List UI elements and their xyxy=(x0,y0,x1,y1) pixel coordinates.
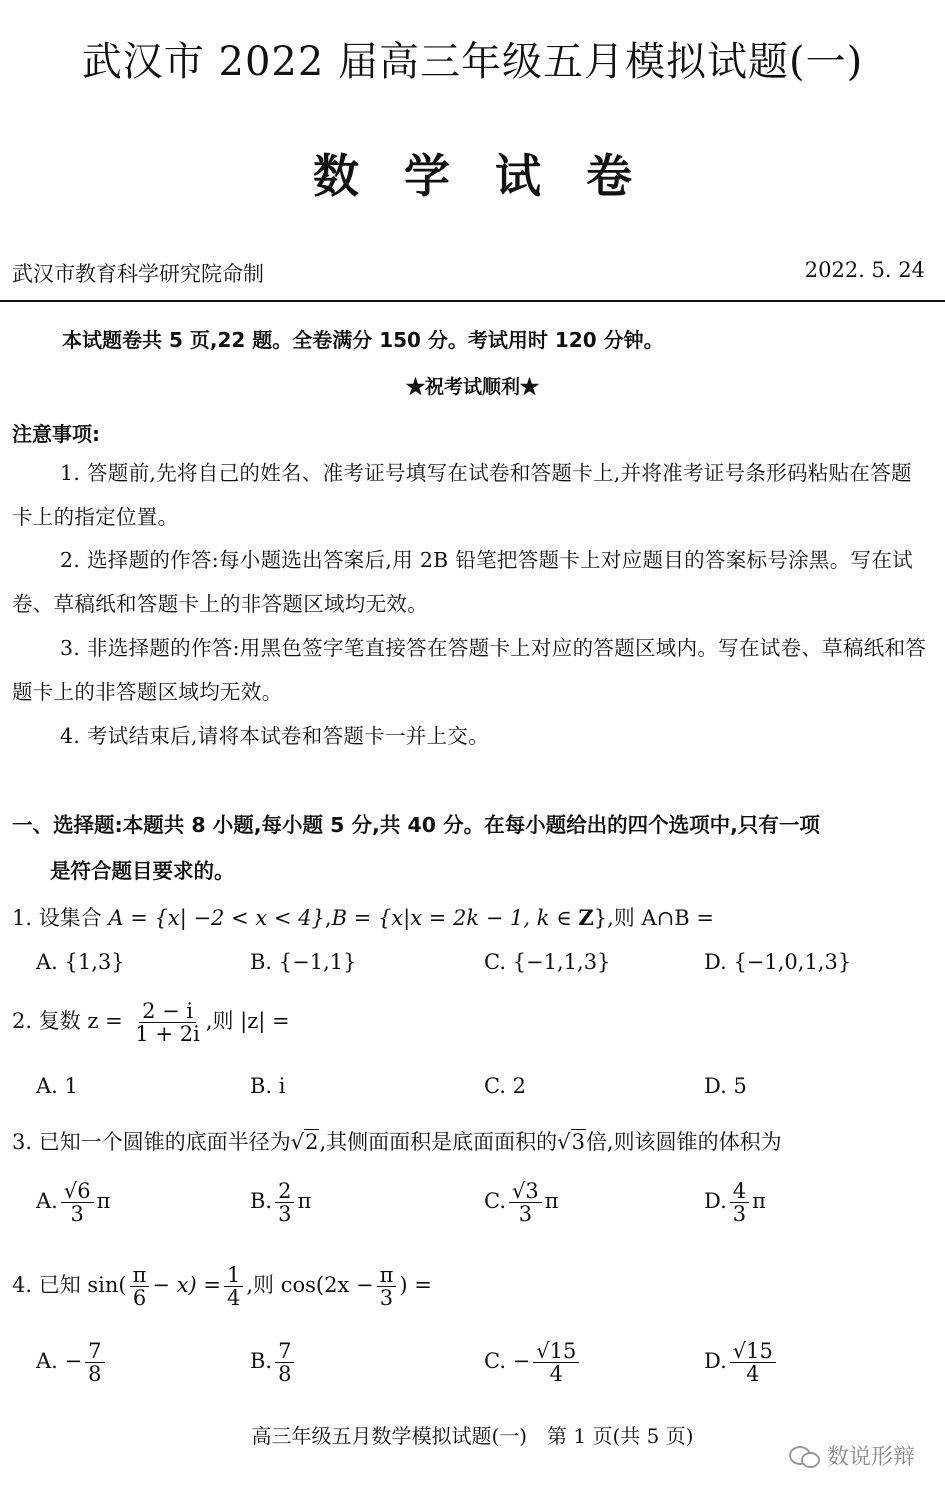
question-3-stem xyxy=(12,1126,782,1156)
question-4-stem xyxy=(12,1264,432,1309)
q4-stem-end: ) = xyxy=(399,1273,432,1298)
question-2-stem xyxy=(12,1000,290,1045)
q4-f3-numerator: π xyxy=(377,1264,397,1287)
q3-ratio-sqrt: √3 xyxy=(557,1130,585,1154)
q1-stem-end: ,则 A∩B = xyxy=(607,906,714,930)
q2-fraction xyxy=(132,1000,202,1045)
q3-option-c-label: C. xyxy=(484,1189,506,1214)
q4-option-c-fraction xyxy=(533,1340,579,1385)
q4-option-d-fraction xyxy=(730,1340,776,1385)
notice-title: 注意事项: xyxy=(12,422,100,446)
q3-ratio-value: 3 xyxy=(571,1130,585,1154)
q4-stem-mid-1: − x) = xyxy=(152,1273,221,1298)
q3-option-b-label: B. xyxy=(250,1189,273,1214)
q4-option-a xyxy=(36,1340,108,1385)
q4-option-d-label: D. xyxy=(704,1349,727,1374)
q1-option-a: A. {1,3} xyxy=(36,950,125,974)
q4-option-d-denominator: 4 xyxy=(746,1362,760,1387)
exam-date: 2022. 5. 24 xyxy=(804,258,925,282)
section-heading-line-2: 是符合题目要求的。 xyxy=(50,859,235,883)
q3-option-a xyxy=(36,1180,110,1225)
exam-info: 本试题卷共 5 页,22 题。全卷满分 150 分。考试用时 120 分钟。 xyxy=(62,328,664,352)
q4-option-c-denominator: 4 xyxy=(549,1362,564,1387)
page-footer: 高三年级五月数学模拟试题(一) 第 1 页(共 5 页) xyxy=(251,1424,694,1448)
watermark xyxy=(789,1440,915,1471)
q1-integers-symbol: Z xyxy=(578,905,594,930)
q3-option-c-denominator: 3 xyxy=(518,1202,533,1227)
q4-fraction-pi-6 xyxy=(130,1264,150,1309)
q1-option-b: B. {−1,1} xyxy=(250,950,357,974)
q4-option-d-numerator: √15 xyxy=(730,1340,776,1363)
section-heading xyxy=(12,802,932,894)
q4-option-b-numerator: 7 xyxy=(275,1340,294,1363)
q4-option-d xyxy=(704,1340,779,1385)
q3-option-c xyxy=(484,1180,559,1225)
q4-option-c-numerator: √15 xyxy=(533,1340,579,1363)
q3-option-a-label: A. xyxy=(36,1189,58,1214)
notice-item-2: 2. 选择题的作答:每小题选出答案后,用 2B 铅笔把答题卡上对应题目的答案标号涂黑。写在试卷、草稿纸和答题卡上的非答题区域均无效。 xyxy=(12,548,913,616)
q4-option-c xyxy=(484,1340,582,1385)
q3-stem-start: 3. 已知一个圆锥的底面半径为 xyxy=(12,1130,291,1154)
q3-option-d-fraction xyxy=(730,1180,749,1225)
q4-option-a-numerator: 7 xyxy=(85,1340,104,1363)
q1-set-a: A = {x| −2 < x < 4} xyxy=(108,906,325,930)
q3-option-c-fraction xyxy=(509,1180,542,1225)
q4-option-b-denominator: 8 xyxy=(278,1362,292,1387)
question-1-stem xyxy=(12,902,714,932)
q3-option-c-pi: π xyxy=(544,1189,559,1214)
q2-option-b: B. i xyxy=(250,1074,286,1098)
q2-option-d: D. 5 xyxy=(704,1074,747,1098)
q3-option-c-numerator: √3 xyxy=(509,1180,542,1203)
q3-option-b-pi: π xyxy=(297,1189,312,1214)
q2-denominator: 1 + 2i xyxy=(135,1022,200,1047)
subject-title: 数学试卷 xyxy=(313,149,677,203)
q3-option-d xyxy=(704,1180,766,1225)
q4-option-b xyxy=(250,1340,297,1385)
q3-option-d-pi: π xyxy=(752,1189,766,1214)
q3-option-a-denominator: 3 xyxy=(70,1202,84,1227)
q1-separator: , xyxy=(324,906,332,930)
notice-item-4: 4. 考试结束后,请将本试卷和答题卡一并上交。 xyxy=(60,724,489,748)
issuer: 武汉市教育科学研究院命制 xyxy=(12,262,264,286)
q4-f2-numerator: 1 xyxy=(224,1264,243,1287)
q3-option-b-denominator: 3 xyxy=(278,1202,292,1227)
q2-option-c: C. 2 xyxy=(484,1074,527,1098)
q1-option-d: D. {−1,0,1,3} xyxy=(704,950,852,974)
q2-numerator: 2 − i xyxy=(139,1000,196,1023)
q2-stem-end: ,则 |z| = xyxy=(205,1009,290,1034)
q3-radius-sqrt: √2 xyxy=(290,1130,319,1154)
q1-stem-start: 1. 设集合 xyxy=(12,906,109,930)
q3-stem-end: 倍,则该圆锥的体积为 xyxy=(585,1130,782,1154)
q1-set-b: B = {x|x = 2k − 1, k ∈ xyxy=(331,906,579,930)
notice-item-3: 3. 非选择题的作答:用黑色签字笔直接答在答题卡上对应的答题区域内。写在试卷、草稿纸和答题卡上的非答题区域均无效。 xyxy=(12,636,927,704)
q4-stem-start: 4. 已知 sin( xyxy=(12,1273,127,1298)
q3-option-a-pi: π xyxy=(96,1189,111,1214)
q3-radius-value: 2 xyxy=(305,1130,319,1154)
q3-option-d-denominator: 3 xyxy=(732,1202,747,1227)
q2-option-a: A. 1 xyxy=(36,1074,78,1098)
q4-option-a-label: A. − xyxy=(36,1349,83,1374)
q4-fraction-pi-3 xyxy=(377,1264,397,1309)
q4-f2-denominator: 4 xyxy=(227,1286,241,1311)
q4-option-c-label: C. − xyxy=(484,1349,531,1374)
q1-set-b-close: } xyxy=(593,906,608,930)
q4-stem-mid-2: ,则 cos(2x − xyxy=(246,1273,374,1298)
q4-option-a-denominator: 8 xyxy=(88,1362,102,1387)
q3-option-b-fraction xyxy=(275,1180,294,1225)
notice-item-1: 1. 答题前,先将自己的姓名、准考证号填写在试卷和答题卡上,并将准考证号条形码粘贴在答题卡上的指定位置。 xyxy=(12,461,912,529)
wechat-icon xyxy=(789,1444,819,1468)
good-luck-line: ★祝考试顺利★ xyxy=(405,376,539,398)
q4-f1-numerator: π xyxy=(130,1264,150,1287)
q3-stem-mid: ,其侧面面积是底面面积的 xyxy=(319,1130,558,1154)
header-divider xyxy=(0,300,945,302)
q3-option-b-numerator: 2 xyxy=(275,1180,294,1203)
q3-option-d-label: D. xyxy=(704,1189,727,1214)
q3-option-a-numerator: √6 xyxy=(61,1180,94,1203)
q3-option-d-numerator: 4 xyxy=(730,1180,749,1203)
q4-option-b-fraction xyxy=(275,1340,294,1385)
q4-option-a-fraction xyxy=(85,1340,104,1385)
watermark-text: 数说形辩 xyxy=(826,1445,915,1470)
q4-fraction-1-4 xyxy=(224,1264,243,1309)
q4-option-b-label: B. xyxy=(250,1349,273,1374)
section-heading-line-1: 一、选择题:本题共 8 小题,每小题 5 分,共 40 分。在每小题给出的四个选项中,只有一项 xyxy=(12,813,820,837)
q3-option-b xyxy=(250,1180,311,1225)
q2-stem-start: 2. 复数 z = xyxy=(12,1009,123,1034)
exam-title: 武汉市 2022 届高三年级五月模拟试题(一) xyxy=(81,39,864,85)
q4-f1-denominator: 6 xyxy=(132,1286,147,1311)
q1-option-c: C. {−1,1,3} xyxy=(484,950,611,974)
q3-option-a-fraction xyxy=(61,1180,94,1225)
q4-f3-denominator: 3 xyxy=(379,1286,394,1311)
